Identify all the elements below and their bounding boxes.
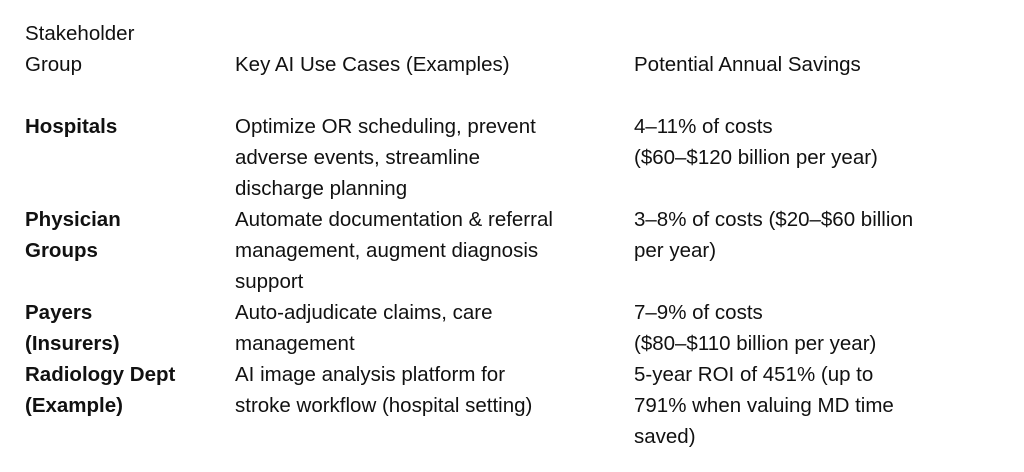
stakeholder-table xyxy=(25,18,1015,452)
stakeholder-cell: Physician Groups xyxy=(25,208,121,262)
use-cases-cell: AI image analysis platform for stroke workflow (hospital setting) xyxy=(235,363,533,417)
savings-cell: 7–9% of costs ($80–$110 billion per year) xyxy=(634,301,877,355)
use-cases-cell: Auto-adjudicate claims, care management xyxy=(235,301,493,355)
savings-cell: 5-year ROI of 451% (up to 791% when valuing MD time saved) xyxy=(634,363,894,448)
header-stakeholder-group: Stakeholder Group xyxy=(25,22,135,76)
savings-cell: 3–8% of costs ($20–$60 billion per year) xyxy=(634,208,914,262)
table-row xyxy=(25,204,1015,297)
table-row xyxy=(25,111,1015,204)
stakeholder-cell: Payers (Insurers) xyxy=(25,301,120,355)
table-row xyxy=(25,359,1015,452)
use-cases-cell: Optimize OR scheduling, prevent adverse events, streamline discharge planning xyxy=(235,115,536,200)
table-header-row xyxy=(25,18,1015,80)
table-row xyxy=(25,297,1015,359)
stakeholder-cell: Radiology Dept (Example) xyxy=(25,363,176,417)
header-potential-annual-savings: Potential Annual Savings xyxy=(634,53,861,76)
use-cases-cell: Automate documentation & referral management, augment diagnosis support xyxy=(235,208,553,293)
savings-cell: 4–11% of costs ($60–$120 billion per year) xyxy=(634,115,878,169)
stakeholder-cell: Hospitals xyxy=(25,115,118,138)
header-key-ai-use-cases: Key AI Use Cases (Examples) xyxy=(235,53,510,76)
